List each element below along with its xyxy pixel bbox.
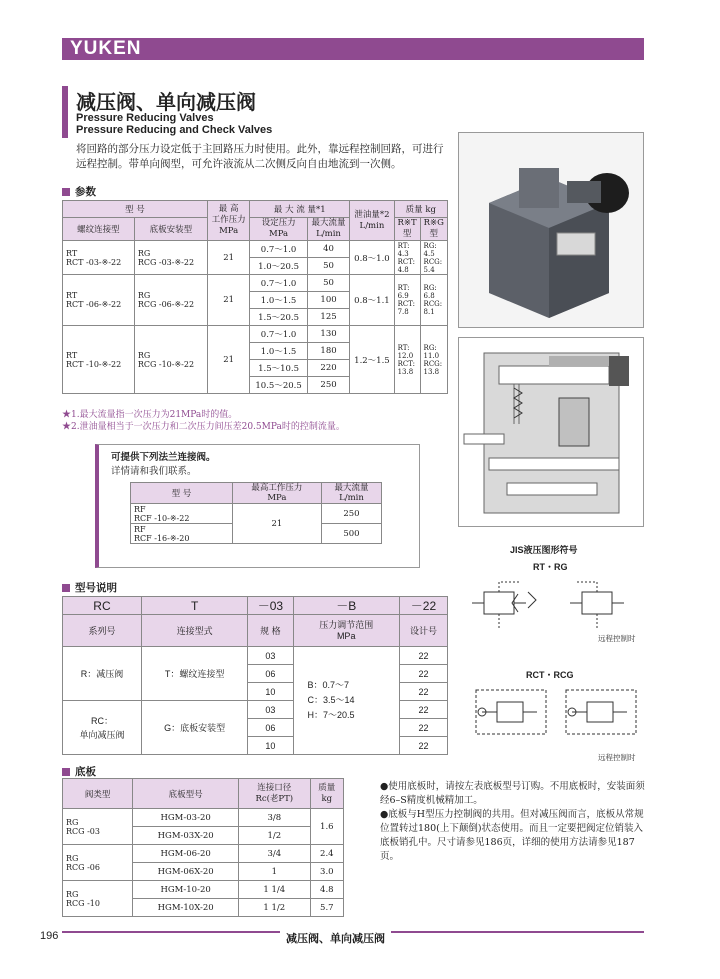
page-number: 196 bbox=[40, 930, 59, 942]
section-model: 型号说明 bbox=[62, 580, 117, 595]
mass-rt: RT: 12.0 RCT: 13.8 bbox=[397, 343, 415, 376]
jis-title: JIS液压图形符号 bbox=[510, 545, 578, 555]
flange-table: 型 号 最高工作压力 MPa 最大流量 L/min RF RCF -10-※-22 21 250 RF RCF -16-※-20 500 bbox=[130, 482, 382, 544]
set-pressure: 0.7～1.0 bbox=[250, 275, 307, 292]
mass-rt: RT: 6.9 RCT: 7.8 bbox=[397, 284, 415, 316]
param-notes: ★1.最大流量指一次压力为21MPa时的值。 ★2.泄油量相当于一次压力和二次压力间压差20.5MPa时的控制流量。 bbox=[62, 410, 345, 432]
max-pressure: 21 bbox=[207, 275, 249, 326]
mass-rg: RG: 4.5 RCG: 5.4 bbox=[423, 241, 443, 274]
mass-rg: RG: 11.0 RCG: 13.8 bbox=[423, 343, 443, 376]
set-pressure: 10.5～20.5 bbox=[250, 377, 307, 394]
set-pressure: 1.0～1.5 bbox=[250, 343, 307, 360]
header-bar bbox=[62, 38, 644, 60]
mass-rt: RT: 4.3 RCT: 4.8 bbox=[397, 241, 415, 274]
max-flow: 180 bbox=[307, 343, 349, 360]
set-pressure: 1.5～20.5 bbox=[250, 309, 307, 326]
sub-model: RG RCG -10-※-22 bbox=[137, 350, 195, 369]
flange-box: 可提供下列法兰连接阀。 详情请和我们联系。 bbox=[95, 444, 420, 568]
max-flow: 250 bbox=[307, 377, 349, 394]
section-subplate: 底板 bbox=[62, 764, 96, 779]
set-pressure: 1.0～20.5 bbox=[250, 258, 307, 275]
max-flow: 220 bbox=[307, 360, 349, 377]
symbol-label-1: RT・RG bbox=[533, 562, 568, 572]
section-params: 参数 bbox=[62, 184, 96, 199]
valve-photo bbox=[458, 132, 644, 328]
title-en-2: Pressure Reducing and Check Valves bbox=[76, 124, 273, 136]
drain: 0.8～1.1 bbox=[350, 275, 394, 326]
max-flow: 40 bbox=[307, 241, 349, 258]
subplate-notes: ●使用底板时，请按左表底板型号订购。不用底板时，安装面须经6–S精度机械精加工。 ●底板与H型压力控制阀的共用。但对减压阀而言，底板从常规位置转过180(上下颠倒)状态使用。而且一定要把阀定位销装入底板销孔中。尺寸请参见186页，详细的使用方法请参见187页。 bbox=[380, 781, 645, 862]
yuken-logo: YUKEN bbox=[70, 38, 142, 59]
max-pressure: 21 bbox=[207, 241, 249, 275]
title-accent bbox=[62, 86, 68, 138]
page-title: 减压阀、单向减压阀 bbox=[76, 90, 256, 114]
max-flow: 50 bbox=[307, 258, 349, 275]
max-flow: 50 bbox=[307, 275, 349, 292]
model-table: RC T －03 －B －22 系列号 连接型式 规 格 压力调节范围 MPa 设计号 R：减压阀 T：螺纹连接型 03 B：0.7～7 C：3.5～14 H：7～20.5 22 06 22 10 22 RC： 单向减压阀 G：底板安装型 03 22 06 22 10 22 bbox=[62, 596, 448, 755]
symbol-label-2: RCT・RCG bbox=[526, 670, 574, 680]
subplate-table: 阀类型 底板型号 连接口径 Rc(老PT) 质量 kg RG RCG -03 HGM-03-20 3/8 1.6 HGM-03X-20 1/2 RG RCG -06 HGM-06-20 3/4 2.4 HGM-06X-20 1 3.0 RG RCG -10 HGM-10-20 1 1/4 4.8 HGM-10X-20 1 1/2 5.7 bbox=[62, 778, 344, 917]
symbol-rct-rcg bbox=[462, 684, 642, 748]
set-pressure: 0.7～1.0 bbox=[250, 326, 307, 343]
max-flow: 130 bbox=[307, 326, 349, 343]
thread-model: RT RCT -10-※-22 bbox=[66, 350, 122, 369]
max-pressure: 21 bbox=[207, 326, 249, 394]
title-en-1: Pressure Reducing Valves bbox=[76, 112, 214, 124]
symbol-rt-rg bbox=[462, 574, 642, 638]
sub-model: RG RCG -06-※-22 bbox=[137, 291, 195, 309]
thread-model: RT RCT -03-※-22 bbox=[66, 248, 122, 267]
remote-label-1: 远程控制时 bbox=[598, 634, 636, 643]
set-pressure: 0.7～1.0 bbox=[250, 241, 307, 258]
thread-model: RT RCT -06-※-22 bbox=[66, 291, 122, 309]
remote-label-2: 远程控制时 bbox=[598, 753, 636, 762]
drain: 0.8～1.0 bbox=[350, 241, 394, 275]
set-pressure: 1.5～10.5 bbox=[250, 360, 307, 377]
max-flow: 100 bbox=[307, 292, 349, 309]
sub-model: RG RCG -03-※-22 bbox=[137, 248, 195, 267]
footer-title: 减压阀、单向减压阀 bbox=[280, 930, 391, 946]
cross-section-diagram bbox=[458, 337, 644, 527]
drain: 1.2～1.5 bbox=[350, 326, 394, 394]
max-flow: 125 bbox=[307, 309, 349, 326]
set-pressure: 1.0～1.5 bbox=[250, 292, 307, 309]
params-table: 型 号 最 高 工作压力 MPa 最 大 流 量*1 泄油量*2 L/min 质量 kg 螺纹连接型 底板安装型 设定压力 MPa 最大流量 L/min R※T 型 R※G 型 RT RCT -03-※-22 RG RCG -03-※-22 21 0.7～1.0 40 0.8～1.0 RT: 4.3 RCT: 4.8 RG: 4.5 RCG: 5.4 1.0～20.5 50 RT RCT -06-※-22 RG RCG -06-※-22 21 0.7～1.0 50 0.8～1.1 RT: 6.9 RCT: 7.8 RG: 6.8 RCG: 8.1 1.0～1.5 100 1.5～20.5 125 RT RCT -10-※-22 RG RCG -10-※-22 21 0.7～1.0 130 1.2～1.5 RT: 12.0 RCT: 13.8 RG: 11.0 RCG: 13.8 1.0～1.5 180 1.5～10.5 220 10.5～20.5 250 bbox=[62, 200, 448, 394]
intro-text: 将回路的部分压力设定低于主回路压力时使用。此外，靠远程控制回路，可进行远程控制。带单向阀型，可允许液流从二次侧反向自由地流到一次侧。 bbox=[76, 143, 444, 170]
mass-rg: RG: 6.8 RCG: 8.1 bbox=[423, 284, 443, 316]
